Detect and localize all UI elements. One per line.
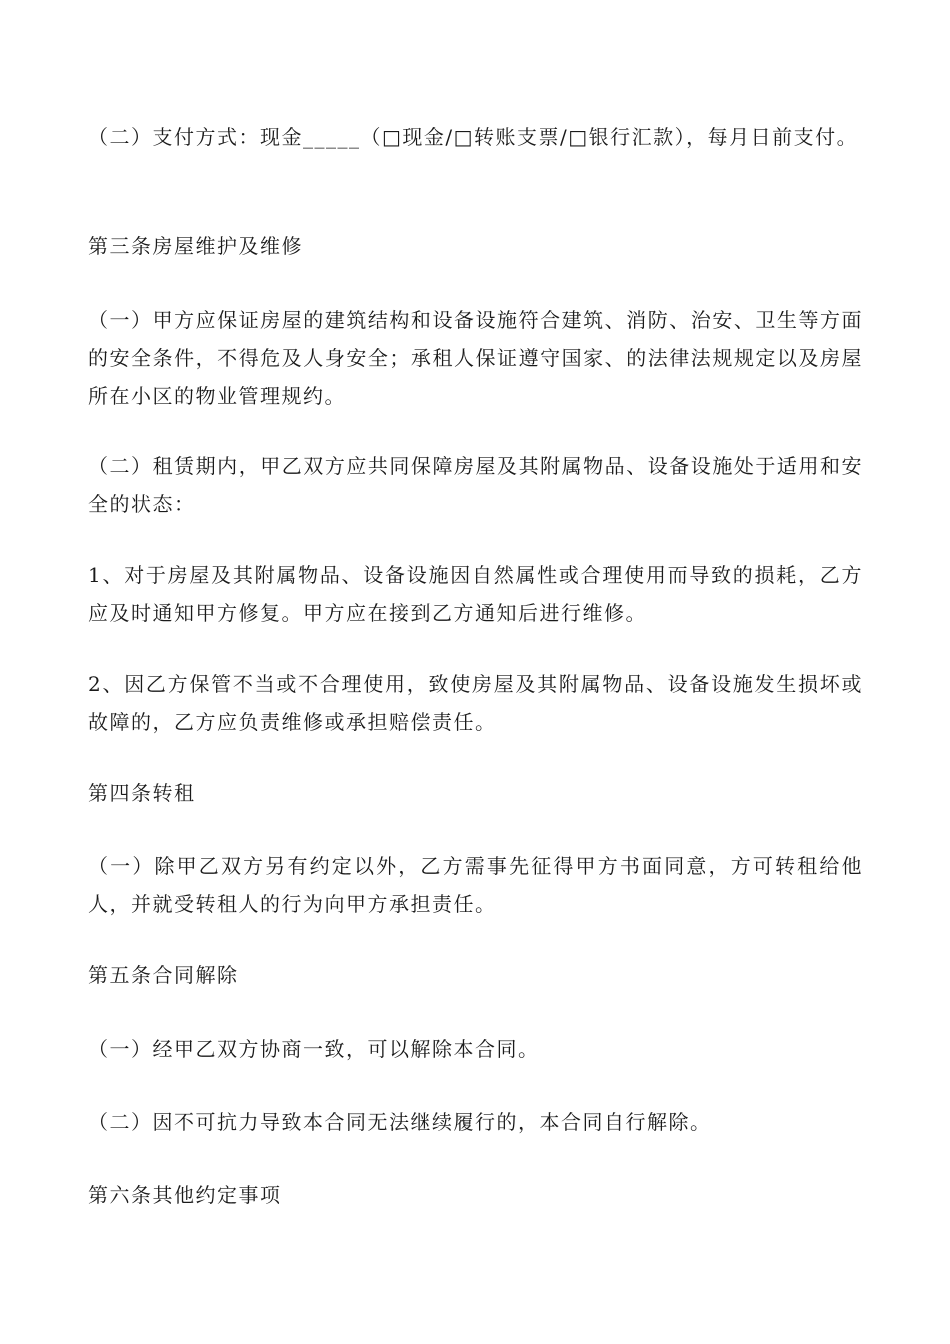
- maintenance-clause-2: （二）租赁期内，甲乙双方应共同保障房屋及其附属物品、设备设施处于适用和安全的状态：: [88, 454, 863, 516]
- section-heading-sublease: 第四条转租: [88, 781, 196, 805]
- maintenance-item-1: 1、对于房屋及其附属物品、设备设施因自然属性或合理使用而导致的损耗，乙方应及时通知甲方修复。甲方应在接到乙方通知后进行维修。: [88, 563, 863, 625]
- sublease-clause-1: （一）除甲乙双方另有约定以外，乙方需事先征得甲方书面同意，方可转租给他人，并就受转租人的行为向甲方承担责任。: [88, 854, 863, 916]
- termination-clause-1: （一）经甲乙双方协商一致，可以解除本合同。: [88, 1037, 540, 1061]
- section-heading-maintenance: 第三条房屋维护及维修: [88, 234, 303, 258]
- section-heading-termination: 第五条合同解除: [88, 963, 239, 987]
- section-heading-other: 第六条其他约定事项: [88, 1183, 282, 1207]
- payment-method-paragraph: （二）支付方式：现金_____（□现金/□转账支票/□银行汇款），每月日前支付。: [88, 125, 859, 149]
- maintenance-item-2: 2、因乙方保管不当或不合理使用，致使房屋及其附属物品、设备设施发生损坏或故障的，乙方应负责维修或承担赔偿责任。: [88, 672, 863, 734]
- termination-clause-2: （二）因不可抗力导致本合同无法继续履行的，本合同自行解除。: [88, 1110, 712, 1134]
- maintenance-clause-1: （一）甲方应保证房屋的建筑结构和设备设施符合建筑、消防、治安、卫生等方面的安全条件，不得危及人身安全；承租人保证遵守国家、的法律法规规定以及房屋所在小区的物业管理规约。: [88, 308, 863, 408]
